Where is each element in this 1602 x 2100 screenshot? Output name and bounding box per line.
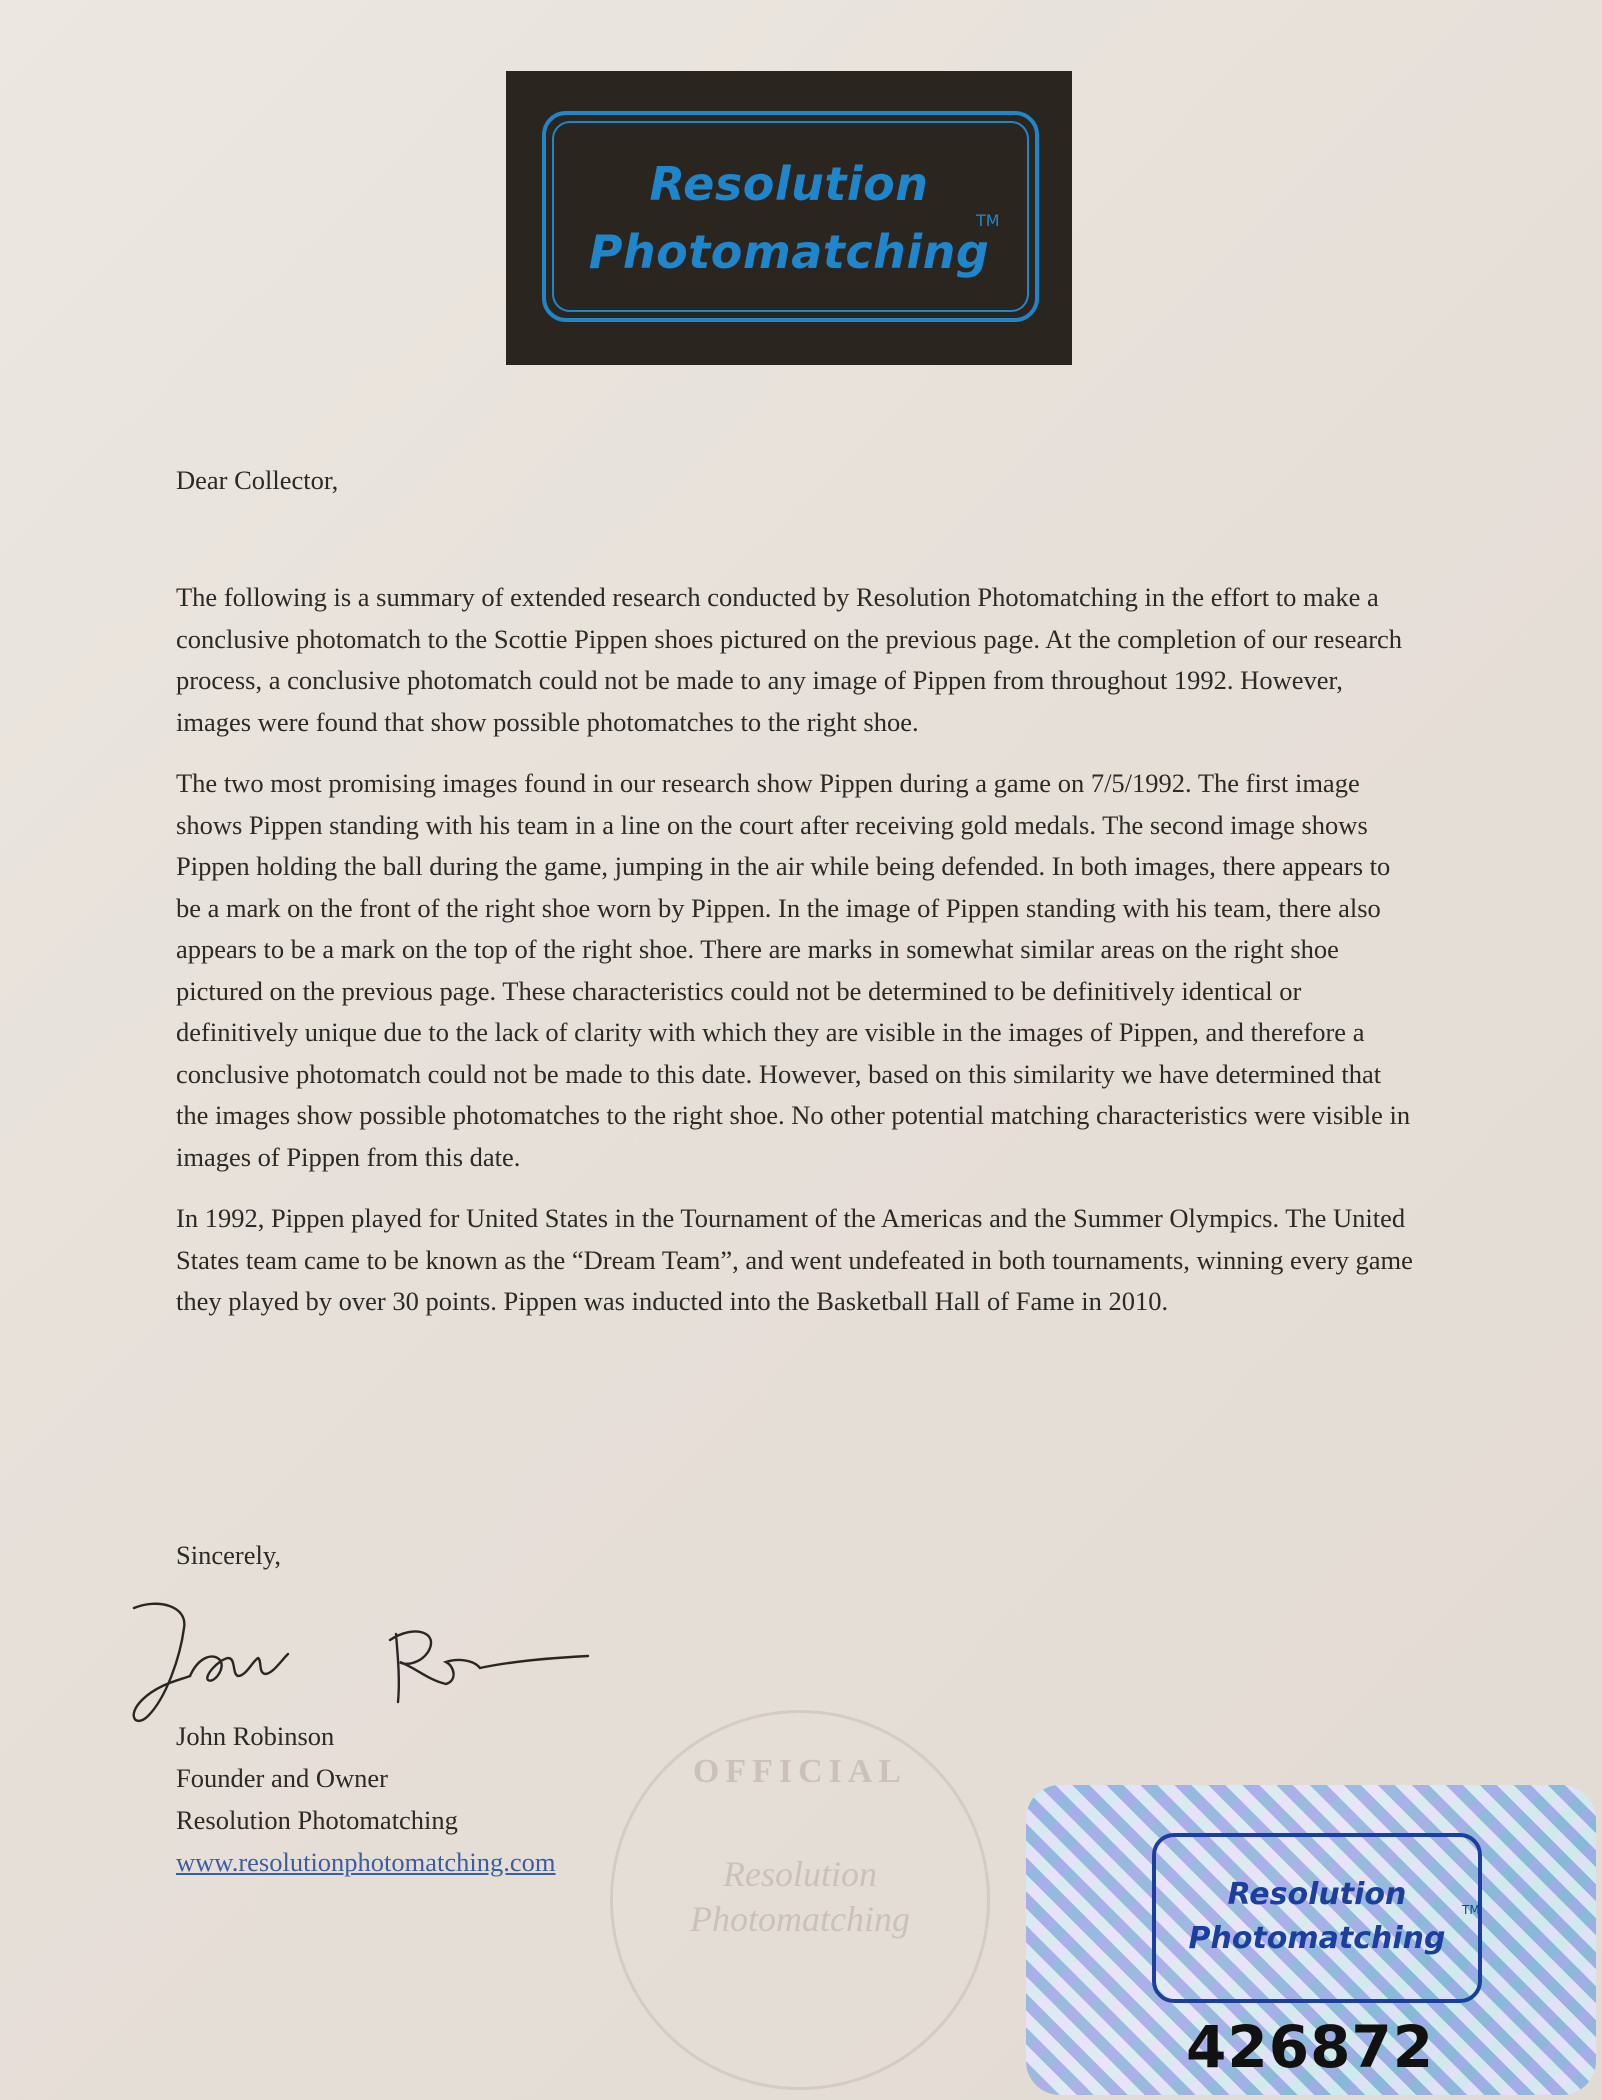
seal-text-line-2: Photomatching bbox=[690, 1899, 910, 1939]
hologram-serial-number: 426872 bbox=[1186, 2013, 1435, 2081]
hologram-frame bbox=[1152, 1833, 1482, 2003]
seal-text-top: OFFICIAL bbox=[692, 1753, 908, 1790]
logo-trademark: TM bbox=[976, 211, 1000, 230]
letter-body bbox=[176, 577, 1416, 1343]
signer-company: Resolution Photomatching bbox=[176, 1805, 458, 1835]
logo-line-1: Resolution bbox=[649, 157, 929, 211]
logo-line-2: Photomatching bbox=[588, 225, 990, 279]
seal-text-line-1: Resolution bbox=[723, 1854, 877, 1894]
signer-title: Founder and Owner bbox=[176, 1763, 388, 1793]
hologram-trademark: TM bbox=[1462, 1903, 1480, 1917]
paragraph-3: In 1992, Pippen played for United States in the Tournament of the Americas and the Summer Olympics. The United States team came to be known as the “Dream Team”, and went undefeated in both tournaments, winning every game they played by over 30 points. Pippen was inducted into the Basketball Hall of Fame in 2010. bbox=[176, 1203, 1413, 1316]
closing: Sincerely, bbox=[176, 1540, 281, 1570]
logo-frame bbox=[542, 111, 1039, 322]
hologram-sticker bbox=[1026, 1785, 1596, 2095]
hologram-line-2: Photomatching bbox=[1188, 1921, 1446, 1956]
embossed-seal bbox=[610, 1710, 990, 2090]
signer-name: John Robinson bbox=[176, 1721, 335, 1751]
website-link[interactable]: www.resolutionphotomatching.com bbox=[176, 1847, 556, 1877]
paragraph-1: The following is a summary of extended research conducted by Resolution Photomatching in the effort to make a conclusive photomatch to the Scottie Pippen shoes pictured on the previous page. At the completion of our research process, a conclusive photomatch could not be made to any image of Pippen from throughout 1992. However, images were found that show possible photomatches to the right shoe. bbox=[176, 582, 1403, 737]
hologram-line-1: Resolution bbox=[1227, 1877, 1407, 1912]
salutation: Dear Collector, bbox=[176, 465, 339, 495]
company-logo bbox=[506, 71, 1072, 365]
paragraph-2: The two most promising images found in our research show Pippen during a game on 7/5/1992. The first image shows Pippen standing with his team in a line on the court after receiving gold medals. The second image shows Pippen holding the ball during the game, jumping in the air while being defended. In both images, there appears to be a mark on the front of the right shoe worn by Pippen. In the image of Pippen standing with his team, there also appears to be a mark on the top of the right shoe. There are marks in somewhat similar areas on the right shoe pictured on the previous page. These characteristics could not be determined to be definitively identical or definitively unique due to the lack of clarity with which they are visible in the images of Pippen, and therefore a conclusive photomatch could not be made to this date. However, based on this similarity we have determined that the images show possible photomatches to the right shoe. No other potential matching characteristics were visible in images of Pippen from this date. bbox=[176, 768, 1411, 1172]
